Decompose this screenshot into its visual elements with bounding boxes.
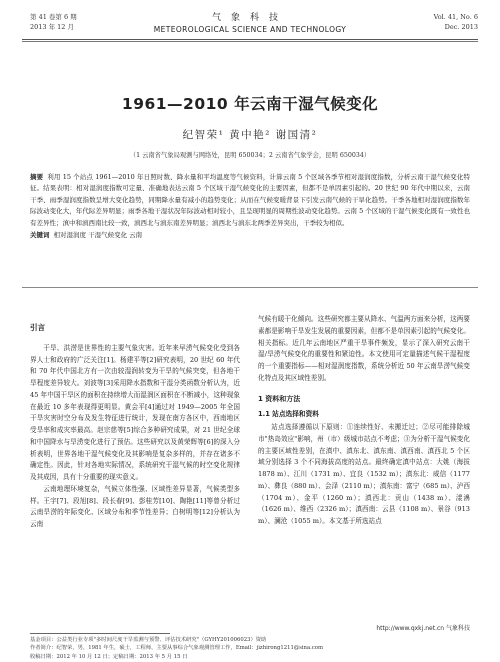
body-column-right [258,314,470,528]
journal-name-en: METEOROLOGICAL SCIENCE AND TECHNOLOGY [153,25,347,34]
intro-paragraph-2: 云南地理环境复杂，气候立体性强、区域性差异显著，气候类型多样。王宇[7]、段旭[8]、段长春[9]、彭桂芳[10]、陶艳[11]等曾分析过云南旱涝的年际变化、区域分布和季节性差异；白树明等[12]分析认为云南 [30,484,240,528]
intro-continuation: 气候有暖干化倾向。这些研究都主要从降水、气温两方面来分析，这两要素都是影响干旱发生发展的重要因素，但都不是单因素引起的气候变化。相关指标。近几年云南地区严重干旱事件频发，显示了深入研究云南干湿/旱涝气候变化的重要性和紧迫性。本文使用可定量描述气候干湿程度的一个重要指标——相对湿润度指数，系统分析近 50 年云南旱涝气候变化特点及其区域性差别。 [258,315,470,382]
abstract-text: 利用 15 个站点 1961—2010 年日照时数、降水量和平均温度等气候资料，计算云南 5 个区域各季节相对湿润度指数，分析云南干湿气候变化特征。结果表明：相对湿润度指数可定量、准确地表达云南 5 个区域干湿气候变化的主要因素，但都不是单因素引起的。20 世纪 90 年代中期以来，云南干季、雨季湿润度指数呈增大变化趋势，同期降水量有减小的趋势变化；从而在气候变暖背景下引发云南气候的干旱化趋势。干季各地相对湿润度指数年际波动变化大，年代际差异明显；雨季各地干湿状况年际波动相对较小，且呈现明显的周期性波动变化趋势。云南 5 个区域的干湿气候变化既有一致性也有差异性；滇中和滇西南比较一致，滇西北与滇东南差异明显；滇西北与滇东北两季差异突出，干季较为相似。 [30,173,470,227]
page-header [0,0,500,56]
article-title: 1961—2010 年云南干湿气候变化 [121,95,379,113]
article-affiliation: （1 云南省气象局观测与网络处，昆明 650034；2 云南省气象学会，昆明 650034） [129,152,371,159]
keywords-text: 相对湿润度 干湿气候变化 云南 [53,231,143,240]
abstract-label: 摘要 [30,173,44,181]
journal-url: http://www.qxkj.net.cn 气象科技 [376,625,470,632]
abstract-rule [22,287,478,288]
footnote-rule [30,633,170,634]
footnote-author: 作者简介：纪智荣，男，1981 年生，硕士，工程师，主要从事综合气象观测管理工作，Email：jizhirong1211@sina.com [30,645,323,652]
intro-heading: 引言 [30,323,45,332]
body-column-left [30,322,240,531]
journal-name-cn: 气象科技 [211,13,288,23]
date-en: Dec. 2013 [444,23,478,31]
intro-paragraph-1: 干旱、洪涝是世界性的主要气象灾害。近年来早涝气候变化受到各界人士和政府的广泛关注[1]。杨建平等[2]研究表明，20 世纪 60 年代和 70 年代中国北方有一次由较湿润转变为干旱的气候突变，但各地干旱程度差异较大。刘波等[3]采用降水指数和干湿分类函数分析认为，近 45 年中国干旱区的面积在持续增大而湿润区面积在不断减小，这种现象在最近 10 多年表现得更明显。黄会平[4]通过对 1949—2005 年全国干旱灾害时空分布及发生特征进行统计，发现在南方各区中，西南地区受旱率和成灾率最高。赵宗慈等[5]综合多种研究成果，对 21 世纪全球和中国降水与旱涝变化进行了预估。这些研究以及黄荣辉等[6]的深入分析表明，世界各地干湿气候变化及其影响是复杂多样的，并存在诸多不确定性。因此，针对各地实际情况，系统研究干湿气候的时空变化规律及其成因，具有十分重要的现实意义。 [30,343,240,481]
section-1-1-paragraph: 站点选择遵循以下原则：①连续性好、未搬迁过；②尽可能排除城市"热岛效应"影响，州（市）级城市站点不考虑；③为分析干湿气候变化的主要区域性差别，在滇中、滇东北、滇东南、滇西南、滇西北 5 个区域分别选择 3 个不同海拔高度的站点。最终确定滇中站点：大姚（海拔 1878 m）、江川（1731 m）、宜良（1532 m）；滇东北：威信（1177 m）、彝良（880 m）、会泽（2110 m）；滇东南：富宁（685 m）、泸西（1704 m）、金平（1260 m）；滇西北：贡山（1438 m）、漾濞（1626 m）、维西（2326 m）；滇西南：云县（1108 m）、景谷（913 m）、澜沧（1055 m）。本文基于所选站点 [258,423,470,525]
footnote-dates: 收稿日期：2012 年 10 月 12 日；定稿日期：2013 年 5 月 15 日 [30,653,188,660]
section-1-heading: 1 资料和方法 [258,394,301,403]
date-cn: 2013 年 12 月 [30,23,75,31]
keywords-label: 关键词 [30,231,50,240]
volume-en: Vol. 41, No. 6 [433,13,478,21]
footnote-fund: 基金项目：公益类行业专项"多时间尺度干旱监测与预警、评估技术研究"（GYHY201006023）资助 [30,637,267,643]
header-rule-thin [22,41,478,42]
header-rule [22,39,478,40]
footnotes [30,636,470,661]
volume-cn: 第 41 卷第 6 期 [30,13,77,21]
section-1-1-heading: 1.1 站点选择和资料 [258,410,319,419]
abstract-paragraph [30,172,470,229]
abstract [30,172,470,241]
issue-info-en [434,12,478,32]
article-authors: 纪智荣¹ 黄中艳² 谢国清² [182,129,318,141]
keywords-line [30,230,470,241]
journal-name [0,10,500,34]
